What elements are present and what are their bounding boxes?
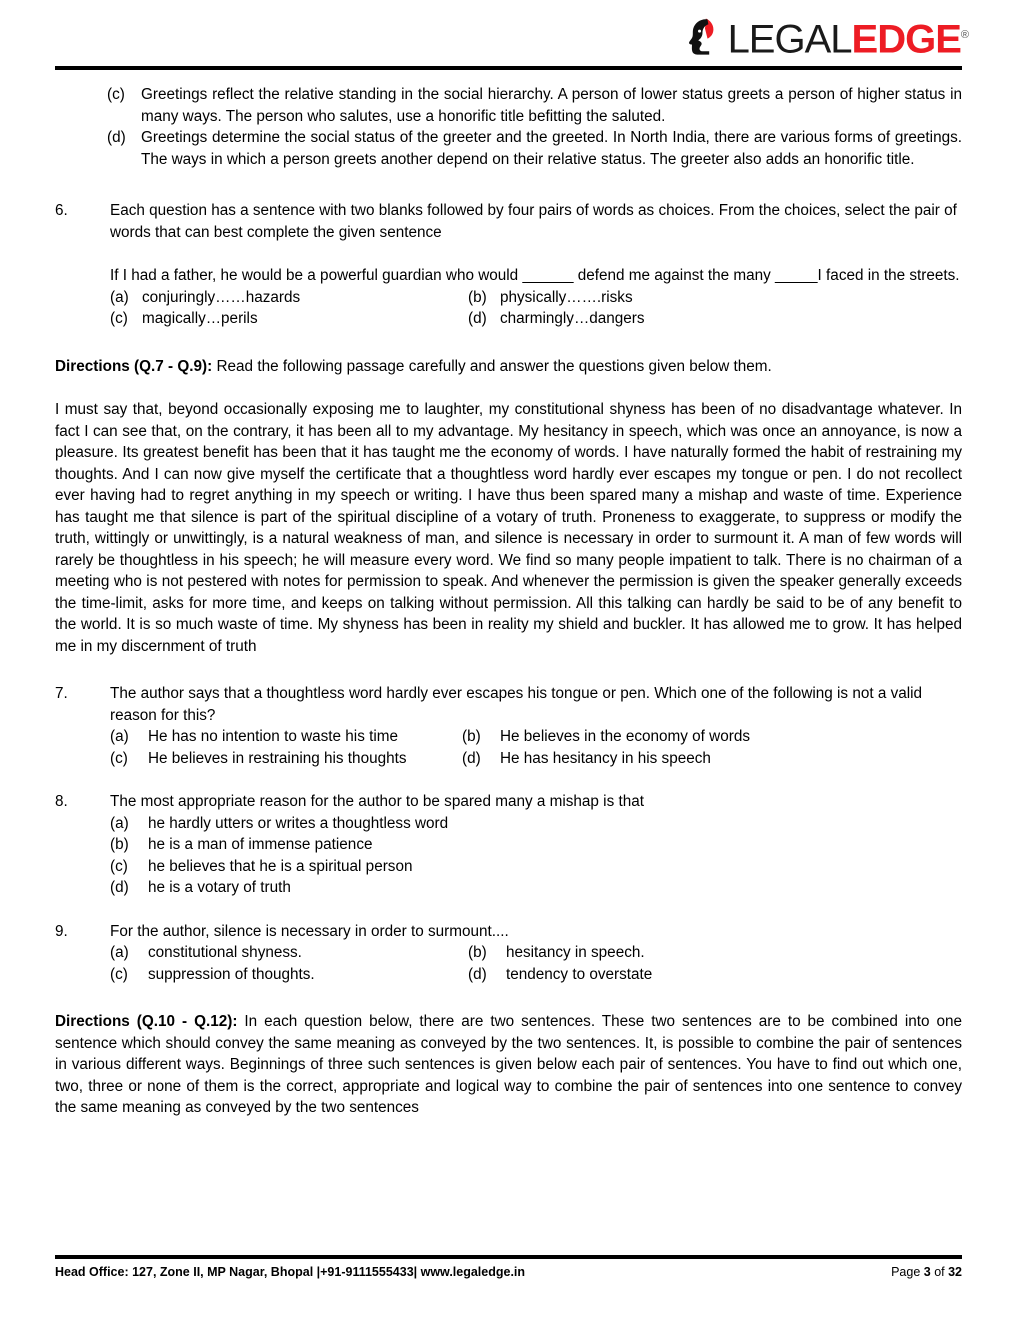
logo-text-edge: EDGE (851, 17, 961, 62)
option-d[interactable] (110, 877, 962, 899)
option-tag: (d) (110, 879, 129, 896)
page-total: 32 (948, 1265, 962, 1279)
question-stem: The most appropriate reason for the author to be spared many a mishap is that (110, 793, 644, 810)
question-7 (55, 683, 962, 769)
reading-passage: I must say that, beyond occasionally exposing me to laughter, my constitutional shyness has been of no disadvantage whatever. In fact I can see that, on the contrary, it has been all to my advantage. My hesitancy in speech, which was once an annoyance, is now a pleasure. Its greatest benefit has been that it has taught me the economy of words. I have naturally formed the habit of restraining my thoughts. And I can now give myself the certificate that a thoughtless word hardly ever escapes my tongue or pen. I do not recollect ever having had to regret anything in my speech or writing. I have thus been spared many a mishap and waste of time. Experience has taught me that silence is part of the spiritual discipline of a votary of truth. Proneness to exaggerate, to suppress or modify the truth, wittingly or unwittingly, is a natural weakness of man, and silence is necessary in order to surmount it. A man of few words will rarely be thoughtless in his speech; he will measure every word. We find so many people impatient to talk. There is no chairman of a meeting who is not pestered with notes for permission to speak. And whenever the permission is given the speaker generally exceeds the time-limit, asks for more time, and keeps on talking without permission. All this talking can hardly be said to be of any benefit to the world. It is so much waste of time. My shyness has been in reality my shield and buckler. It has allowed me to grow. It has helped me in my discernment of truth (55, 401, 962, 655)
registered-trademark-icon: ® (960, 28, 968, 41)
footer-office-info: Head Office: 127, Zone II, MP Nagar, Bhopal |+91-9111555433| www.legaledge.in (55, 1265, 526, 1279)
option-tag: (d) (468, 965, 487, 983)
option-text: hesitancy in speech. (506, 944, 645, 961)
directions-label: Directions (Q.10 - Q.12): (55, 1013, 238, 1030)
list-item (107, 127, 962, 170)
option-text: constitutional shyness. (148, 944, 302, 961)
question-stem: For the author, silence is necessary in order to surmount.... (110, 922, 509, 940)
option-b[interactable] (462, 726, 962, 748)
question-6-options (110, 287, 962, 330)
directions-7-9 (55, 356, 962, 378)
question-number: 7. (55, 685, 68, 702)
option-tag: (c) (110, 310, 128, 327)
option-text: he is a votary of truth (148, 879, 291, 896)
option-tag: (a) (110, 944, 129, 961)
option-a[interactable] (110, 813, 962, 835)
list-item (107, 84, 962, 127)
page-current: 3 (923, 1265, 931, 1279)
option-text: he is a man of immense patience (148, 836, 373, 853)
intro-options-list (55, 84, 962, 170)
page-header (0, 0, 1020, 72)
option-text: physically…….risks (500, 288, 633, 306)
logo-wordmark (727, 15, 968, 62)
option-text: conjuringly……hazards (142, 288, 301, 306)
option-text: charmingly…dangers (500, 310, 645, 327)
option-text: He has no intention to waste his time (148, 728, 398, 745)
directions-text: In each question below, there are two sentences. These two sentences are to be combined into one sentence which should convey the same meaning as conveyed by the two sentences. It, is possible to combine the pair of sentences in various different ways. Beginnings of three such sentences is given below each pair of sentences. You have to find out which one, two, three or none of them is the correct, appropriate and logical way to combine the pair of sentences into one sentence to convey the same meaning as conveyed by the two sentences (55, 1013, 962, 1116)
question-number: 6. (55, 202, 68, 219)
question-6 (55, 200, 962, 330)
option-c[interactable] (110, 748, 462, 770)
option-text: he believes that he is a spiritual person (148, 857, 413, 875)
option-text: He has hesitancy in his speech (500, 749, 711, 767)
option-b[interactable] (468, 287, 962, 309)
page-label-mid: of (930, 1265, 949, 1279)
option-tag: (b) (468, 944, 487, 961)
option-tag: (b) (110, 836, 129, 853)
logo-text-legal: LEGAL (727, 17, 852, 62)
option-text: tendency to overstate (506, 965, 653, 983)
option-d[interactable] (468, 308, 962, 330)
question-8 (55, 791, 962, 899)
option-tag: (c) (107, 86, 125, 103)
option-text: magically…perils (142, 310, 258, 327)
option-text: Greetings determine the social status of the greeter and the greeted. In North India, there are various forms of greetings. The ways in which a person greets another depend on their relative status. The greeter also adds an honorific title. (141, 129, 962, 168)
option-tag: (c) (110, 857, 128, 875)
option-tag: (d) (468, 310, 487, 327)
legaledge-logo (684, 14, 968, 60)
option-tag: (d) (107, 129, 126, 146)
option-tag: (c) (110, 749, 128, 767)
question-stem: The author says that a thoughtless word hardly ever escapes his tongue or pen. Which one of the following is not a valid reason for this? (110, 685, 923, 724)
directions-label: Directions (Q.7 - Q.9): (55, 357, 213, 375)
directions-10-12 (55, 1011, 962, 1119)
option-c[interactable] (110, 308, 468, 330)
footer-page-number (891, 1265, 962, 1279)
option-a[interactable] (110, 726, 462, 748)
question-number: 8. (55, 793, 68, 810)
option-tag: (c) (110, 965, 128, 983)
page-content (55, 84, 962, 1119)
option-c[interactable] (110, 856, 962, 878)
option-d[interactable] (462, 748, 962, 770)
option-text: suppression of thoughts. (148, 965, 315, 983)
option-tag: (d) (462, 749, 481, 767)
option-tag: (a) (110, 814, 129, 832)
page-footer (55, 1255, 962, 1279)
footer-divider (55, 1255, 962, 1259)
option-tag: (a) (110, 288, 129, 306)
question-sentence: If I had a father, he would be a powerful guardian who would ______ defend me against the many _____I faced in the streets. (110, 267, 960, 284)
option-tag: (a) (110, 728, 129, 745)
question-9 (55, 921, 962, 986)
question-7-options (110, 726, 962, 769)
option-a[interactable] (110, 287, 468, 309)
option-text: He believes in the economy of words (500, 728, 750, 745)
option-b[interactable] (110, 834, 962, 856)
option-text: He believes in restraining his thoughts (148, 749, 407, 767)
question-number: 9. (55, 922, 68, 940)
option-text: Greetings reflect the relative standing in the social hierarchy. A person of lower status greets a person of higher status in many ways. The person who salutes, use a honorific title befitting the saluted. (141, 86, 962, 125)
option-a[interactable] (110, 942, 468, 964)
question-stem: Each question has a sentence with two blanks followed by four pairs of words as choices. From the choices, select the pair of words that can best complete the given sentence (110, 202, 957, 241)
option-c[interactable] (110, 964, 468, 986)
directions-text: Read the following passage carefully and answer the questions given below them. (212, 357, 772, 375)
page-label-prefix: Page (891, 1265, 924, 1279)
option-tag: (b) (468, 288, 487, 306)
option-tag: (b) (462, 728, 481, 745)
option-b[interactable] (468, 942, 962, 964)
question-8-options (110, 813, 962, 899)
head-profile-logo-icon (684, 16, 726, 58)
option-d[interactable] (468, 964, 962, 986)
header-divider (55, 66, 962, 70)
option-text: he hardly utters or writes a thoughtless word (148, 814, 449, 832)
question-9-options (110, 942, 962, 985)
